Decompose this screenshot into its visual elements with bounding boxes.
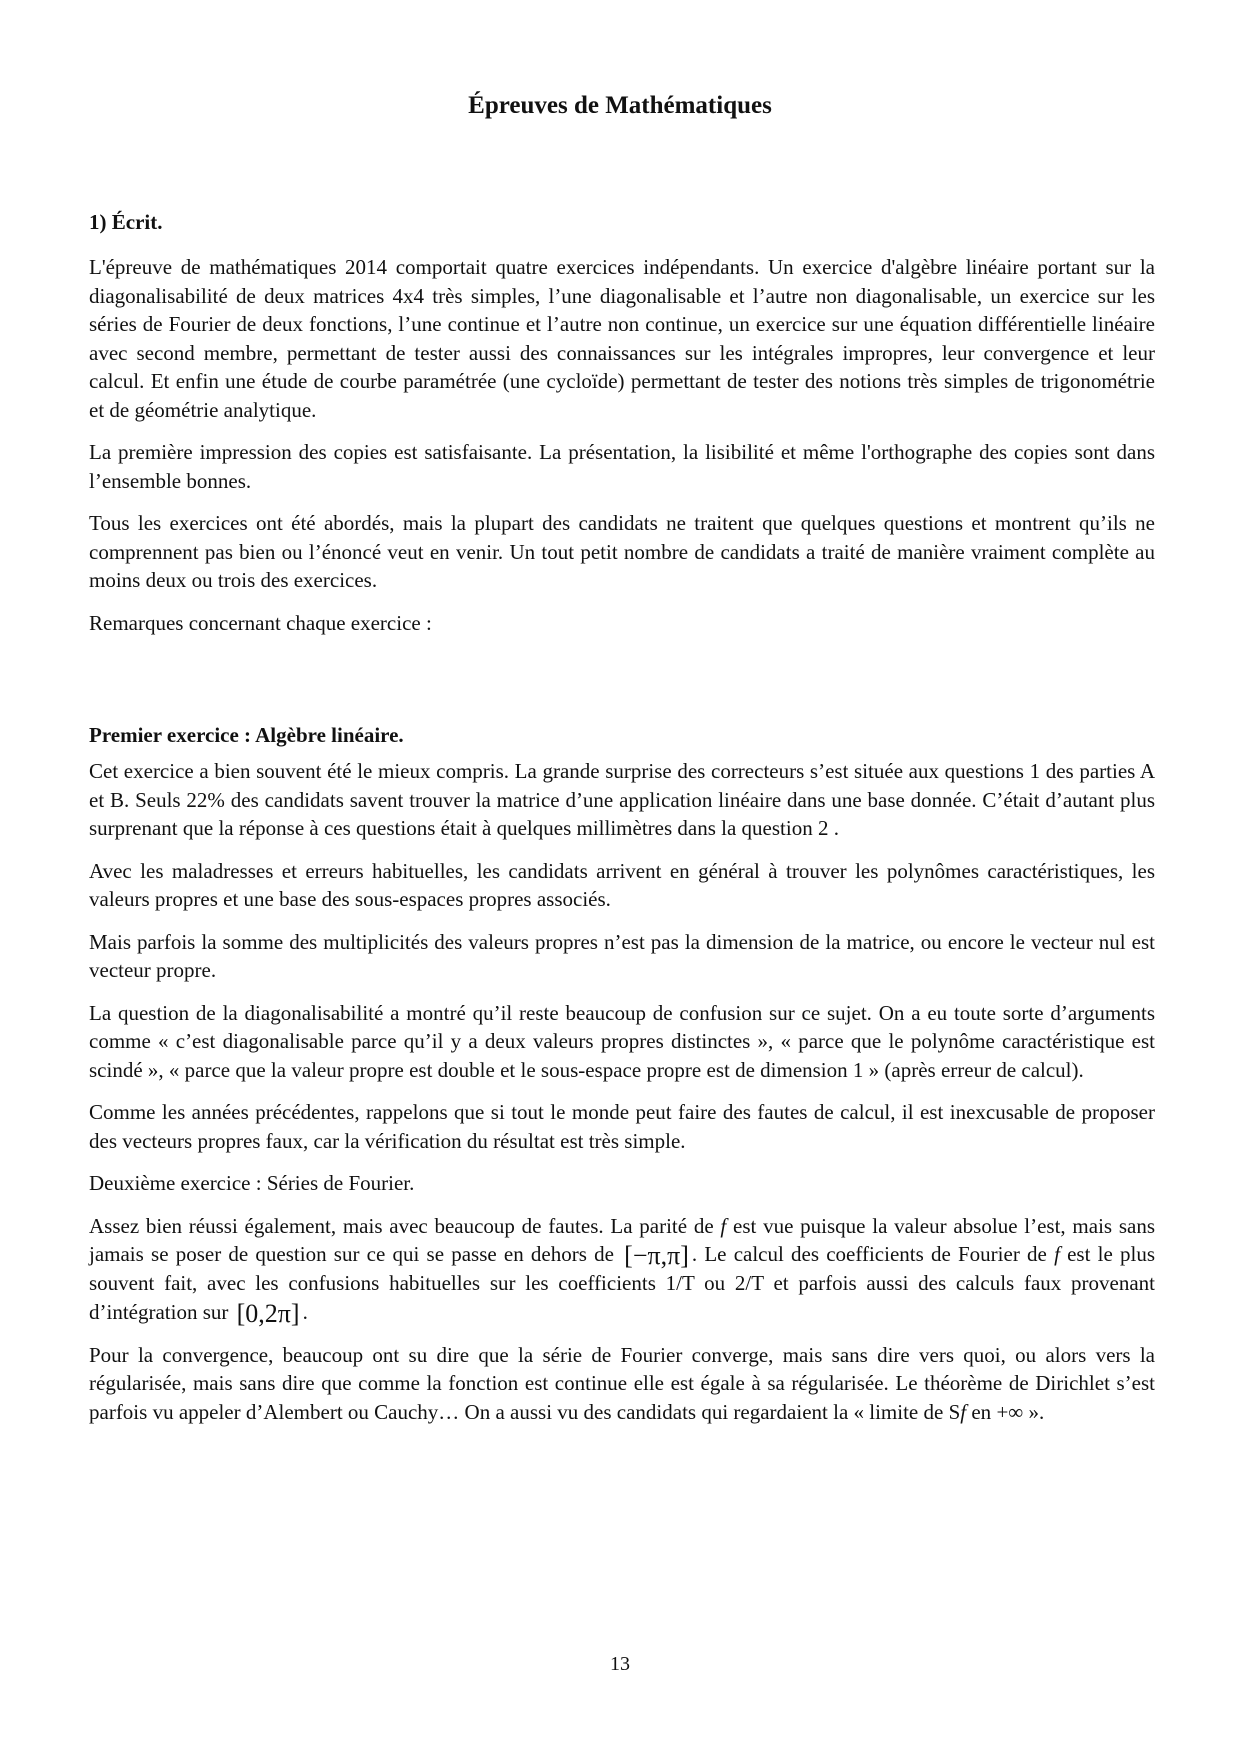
exercise2-paragraph-convergence (89, 1341, 1155, 1427)
exercise1-section (89, 723, 1155, 748)
exercise1-paragraph: La question de la diagonalisabilité a montré qu’il reste beaucoup de confusion sur ce sujet. On a eu toute sorte d’arguments comme « c’est diagonalisable parce qu’il y a deux valeurs propres distinctes », « parce que le polynôme caractéristique est scindé », « parce que la valeur propre est double et le sous-espace propre est de dimension 1 » (après erreur de calcul). (89, 1000, 1155, 1082)
math-plus-infinity: +∞ (996, 1399, 1024, 1424)
paragraph-intro: L'épreuve de mathématiques 2014 comportait quatre exercices indépendants. Un exercice d'algèbre linéaire portant sur la diagonalisabilité de deux matrices 4x4 très simples, l’une diagonalisable et l’autre non diagonalisable, un exercice sur les séries de Fourier de deux fonctions, l’une continue et l’autre non continue, un exercice sur une équation différentielle linéaire avec second membre, permettant de tester aussi des connaissances sur les intégrales impropres, leur convergence et leur calcul. Et enfin une étude de courbe paramétrée (une cycloïde) permettant de tester des notions très simples de trigonométrie et de géométrie analytique. (89, 255, 1155, 422)
section-heading-ecrit: 1) Écrit. (89, 210, 163, 234)
math-f: f (960, 1399, 967, 1424)
text-run: est le plus souvent fait, avec les confusions habituelles sur les coefficients 1/T ou 2/T et parfois aussi des calculs faux provenant d’intégration sur (89, 1242, 1155, 1324)
paragraph-remarques: Remarques concernant chaque exercice : (89, 610, 432, 635)
text-run: en (966, 1399, 997, 1424)
text-run: ». (1023, 1399, 1045, 1424)
section-ecrit-body (89, 253, 1155, 651)
math-f: f (1054, 1242, 1060, 1266)
math-interval-minus-pi-pi: [−π,π] (624, 1241, 689, 1270)
exercise1-paragraph: Comme les années précédentes, rappelons que si tout le monde peut faire des fautes de calcul, il est inexcusable de proposer des vecteurs propres faux, car la vérification du résultat est très simple. (89, 1100, 1155, 1153)
page-number: 13 (610, 1653, 630, 1675)
text-run: Assez bien réussi également, mais avec beaucoup de fautes. La parité de (89, 1213, 721, 1238)
exercise1-paragraph: Cet exercice a bien souvent été le mieux compris. La grande surprise des correcteurs s’est située aux questions 1 des parties A et B. Seuls 22% des candidats savent trouver la matrice d’une application linéaire dans une base donnée. C’était d’autant plus surprenant que la réponse à ces questions était à quelques millimètres dans la question 2 . (89, 759, 1155, 840)
text-run: . Le calcul des coefficients de Fourier de (691, 1242, 1055, 1266)
text-run: est vue puisque la valeur absolue l’est, mais sans jamais se poser de question sur ce qui se passe en dehors de (89, 1213, 1155, 1266)
page-title: Épreuves de Mathématiques (468, 92, 772, 119)
exercise2-heading: Deuxième exercice : Séries de Fourier. (89, 1171, 415, 1195)
exercise1-paragraph: Mais parfois la somme des multiplicités des valeurs propres n’est pas la dimension de la matrice, ou encore le vecteur nul est vecteur propre. (89, 929, 1155, 982)
text-run: . (302, 1299, 308, 1324)
paragraph-impression: La première impression des copies est satisfaisante. La présentation, la lisibilité et même l'orthographe des copies sont dans l’ensemble bonnes. (89, 440, 1155, 493)
exercise2-paragraph-parity (89, 1212, 1155, 1327)
exercise1-body (89, 757, 1155, 1440)
section-ecrit (89, 210, 1155, 235)
exercise1-paragraph: Avec les maladresses et erreurs habituelles, les candidats arrivent en général à trouver les polynômes caractéristiques, les valeurs propres et une base des sous-espaces propres associés. (89, 858, 1155, 911)
exercise1-heading: Premier exercice : Algèbre linéaire. (89, 723, 404, 747)
text-run: Pour la convergence, beaucoup ont su dire que la série de Fourier converge, mais sans dire vers quoi, ou alors vers la régularisée, mais sans dire que comme la fonction est continue elle est égale à sa régularisée. Le théorème de Dirichlet s’est parfois vu appeler d’Alembert ou Cauchy… On a aussi vu des candidats qui regardaient la « limite de S (89, 1342, 1155, 1424)
paragraph-exercices-abordes: Tous les exercices ont été abordés, mais la plupart des candidats ne traitent que quelques questions et montrent qu’ils ne comprennent pas bien ou l’énoncé veut en venir. Un tout petit nombre de candidats a traité de manière vraiment complète au moins deux ou trois des exercices. (89, 511, 1155, 592)
math-interval-0-2pi: [0,2π] (236, 1298, 300, 1328)
math-f: f (720, 1213, 727, 1238)
